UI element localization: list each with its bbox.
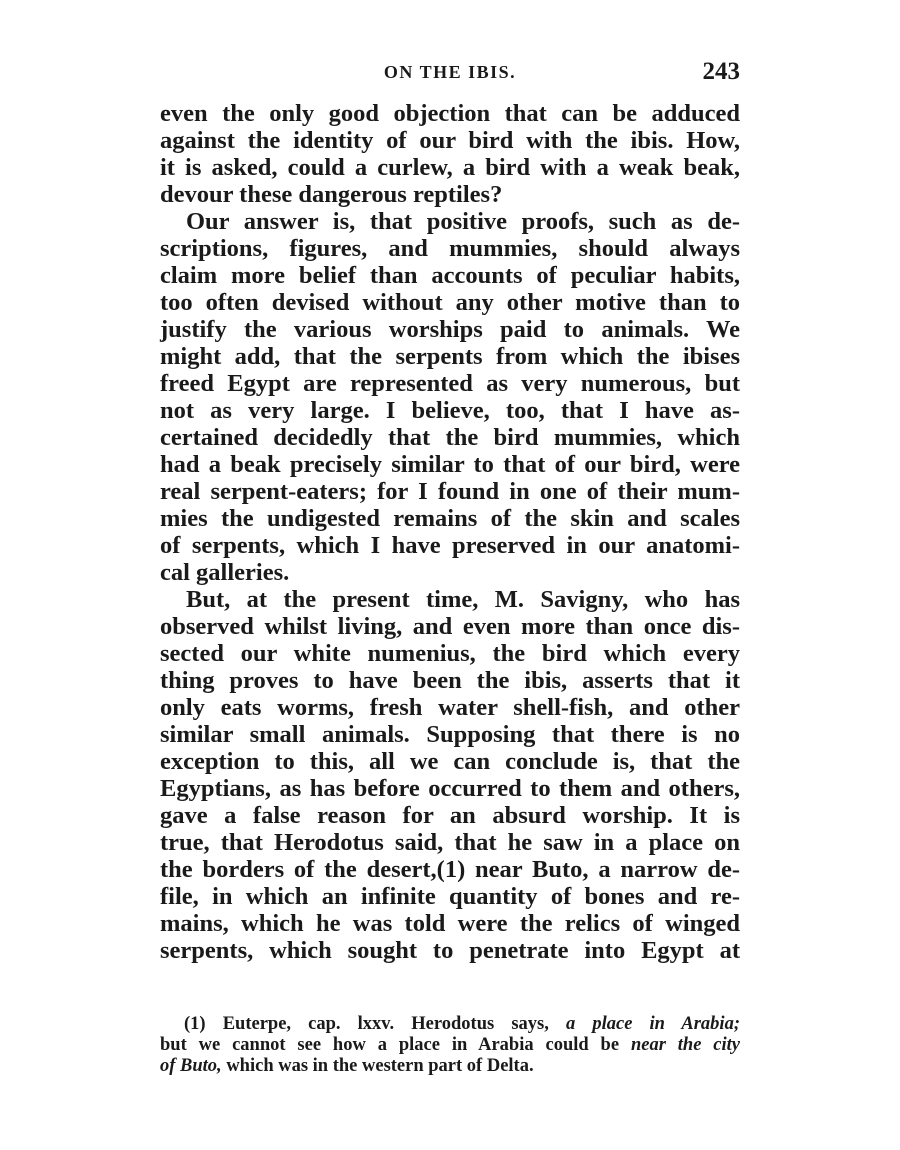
text-line: mies the undigested remains of the skin and scales	[160, 505, 740, 532]
text-line: sected our white numenius, the bird which every	[160, 640, 740, 667]
text-line: Egyptians, as has before occurred to them and others,	[160, 775, 740, 802]
text-line: justify the various worships paid to animals. We	[160, 316, 740, 343]
text-line: true, that Herodotus said, that he saw in a place on	[160, 829, 740, 856]
footnote	[160, 1014, 740, 1077]
body-text	[160, 100, 740, 964]
footnote-italic-text: of Buto,	[160, 1056, 222, 1076]
text-line: of serpents, which I have preserved in our anatomi-	[160, 532, 740, 559]
text-line: serpents, which sought to penetrate into Egypt at	[160, 937, 740, 964]
text-line: real serpent-eaters; for I found in one of their mum-	[160, 478, 740, 505]
footnote-text: (1) Euterpe, cap. lxxv. Herodotus says,	[184, 1014, 566, 1034]
text-line: certained decidedly that the bird mummies, which	[160, 424, 740, 451]
text-line: devour these dangerous reptiles?	[160, 181, 503, 208]
footnote-line	[160, 1035, 740, 1056]
text-line: only eats worms, fresh water shell-fish, and other	[160, 694, 740, 721]
text-line: scriptions, figures, and mummies, should always	[160, 235, 740, 262]
page-number: 243	[702, 58, 740, 85]
footnote-text: which was in the western part of Delta.	[221, 1056, 534, 1076]
text-line: cal galleries.	[160, 559, 290, 586]
running-title: ON THE IBIS.	[383, 62, 517, 82]
text-line: it is asked, could a curlew, a bird with a weak beak,	[160, 154, 740, 181]
text-line: had a beak precisely similar to that of our bird, were	[160, 451, 740, 478]
text-line: similar small animals. Supposing that there is no	[160, 721, 740, 748]
paragraph-start-line: Our answer is, that positive proofs, such as de-	[186, 208, 740, 235]
text-line: mains, which he was told were the relics of winged	[160, 910, 740, 937]
text-line: not as very large. I believe, too, that I have as-	[160, 397, 740, 424]
text-line: too often devised without any other motive than to	[160, 289, 740, 316]
text-line: might add, that the serpents from which the ibises	[160, 343, 740, 370]
text-line: freed Egypt are represented as very numerous, but	[160, 370, 740, 397]
footnote-line	[160, 1056, 740, 1077]
paragraph-start-line: But, at the present time, M. Savigny, who has	[186, 586, 740, 613]
footnote-line	[160, 1014, 740, 1035]
footnote-italic-text: near the city	[630, 1035, 740, 1055]
footnote-italic-text: a place in Arabia;	[565, 1014, 740, 1034]
text-line: observed whilst living, and even more than once dis-	[160, 613, 740, 640]
text-line: even the only good objection that can be adduced	[160, 100, 740, 127]
text-line: the borders of the desert,(1) near Buto, a narrow de-	[160, 856, 740, 883]
text-line: claim more belief than accounts of peculiar habits,	[160, 262, 740, 289]
text-line: against the identity of our bird with the ibis. How,	[160, 127, 740, 154]
text-line: exception to this, all we can conclude is, that the	[160, 748, 740, 775]
text-line: file, in which an infinite quantity of bones and re-	[160, 883, 740, 910]
text-line: gave a false reason for an absurd worship. It is	[160, 802, 740, 829]
running-head	[160, 58, 740, 88]
footnote-text: but we cannot see how a place in Arabia could be	[160, 1035, 631, 1055]
text-line: thing proves to have been the ibis, asserts that it	[160, 667, 740, 694]
